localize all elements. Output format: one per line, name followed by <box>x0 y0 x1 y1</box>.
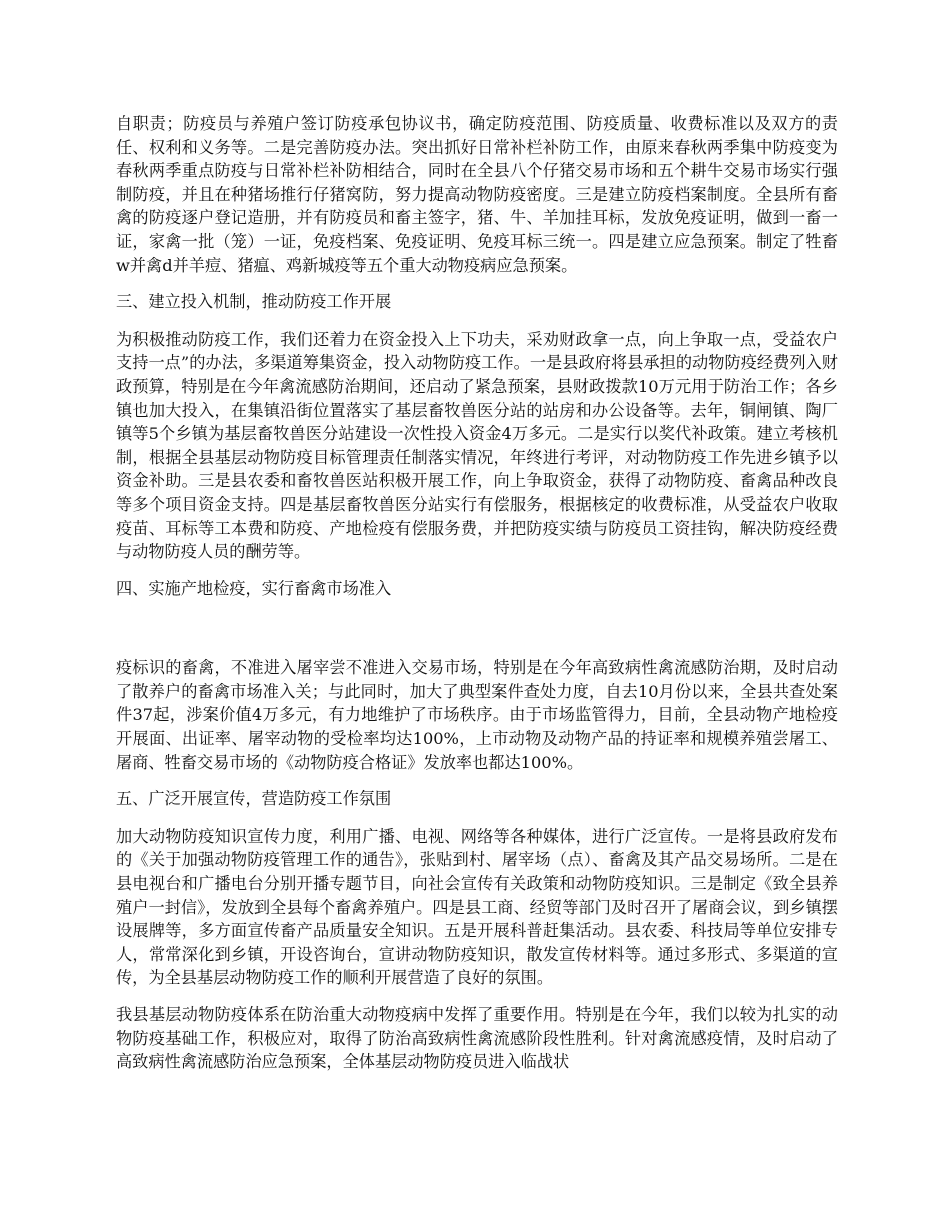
paragraph-market-access: 疫标识的畜禽，不准进入屠宰尝不准进入交易市场，特别是在今年高致病性禽流感防治期，及时启动了散养户的畜禽市场准入关；与此同时，加大了典型案件查处力度，自去10月份以来，全县共查处案件37起，涉案价值4万多元，有力地维护了市场秩序。由于市场监管得力，目前，全县动物产地检疫开展面、出证率、屠宰动物的受检率均达100%，上市动物及动物产品的持证率和规模养殖尝屠工、屠商、牲畜交易市场的《动物防疫合格证》发放率也都达100%。 <box>116 658 838 772</box>
paragraph-responsibilities: 自职责；防疫员与养殖户签订防疫承包协议书，确定防疫范围、防疫质量、收费标准以及双方的责任、权利和义务等。二是完善防疫办法。突出抓好日常补栏补防工作，由原来春秋两季集中防疫变为春秋两季重点防疫与日常补栏补防相结合，同时在全县八个仔猪交易市场和五个耕牛交易市场实行强制防疫，并且在种猪场推行仔猪窝防，努力提高动物防疫密度。三是建立防疫档案制度。全县所有畜禽的防疫逐户登记造册，并有防疫员和畜主签字，猪、牛、羊加挂耳标，发放免疫证明，做到一畜一证，家禽一批（笼）一证，免疫档案、免疫证明、免疫耳标三统一。四是建立应急预案。制定了牲畜w并禽d并羊痘、猪瘟、鸡新城疫等五个重大动物疫病应急预案。 <box>116 114 838 275</box>
section-heading-publicity: 五、广泛开展宣传，营造防疫工作氛围 <box>116 789 392 809</box>
blank-gap <box>116 614 838 656</box>
paragraph-investment: 为积极推动防疫工作，我们还着力在资金投入上下功夫，采劝财政拿一点，向上争取一点，受益农户支持一点”的办法，多渠道筹集资金，投入动物防疫工作。一是县政府将县承担的动物防疫经费列入财政预算，特别是在今年禽流感防治期间，还启动了紧急预案，县财政拨款10万元用于防治工作；各乡镇也加大投入，在集镇沿街位置落实了基层畜牧兽医分站的站房和办公设备等。去年，铜闸镇、陶厂镇等5个乡镇为基层畜牧兽医分站建设一次性投入资金4万多元。二是实行以奖代补政策。建立考核机制，根据全县基层动物防疫目标管理责任制落实情况，年终进行考评，对动物防疫工作先进乡镇予以资金补助。三是县农委和畜牧兽医站积极开展工作，向上争取资金，获得了动物防疫、畜禽品种改良等多个项目资金支持。四是基层畜牧兽医分站实行有偿服务，根据核定的收费标准，从受益农户收取疫苗、耳标等工本费和防疫、产地检疫有偿服务费，并把防疫实绩与防疫员工资挂钩，解决防疫经费与动物防疫人员的酬劳等。 <box>116 329 838 562</box>
section-heading-quarantine: 四、实施产地检疫，实行畜禽市场准入 <box>116 578 392 598</box>
paragraph-publicity: 加大动物防疫知识宣传力度，利用广播、电视、网络等各种媒体，进行广泛宣传。一是将县政府发布的《关于加强动物防疫管理工作的通告》，张贴到村、屠宰场（点）、畜禽及其产品交易场所。二是在县电视台和广播电台分别开播专题节目，向社会宣传有关政策和动物防疫知识。三是制定《致全县养殖户一封信》，发放到全县每个畜禽养殖户。四是县工商、经贸等部门及时召开了屠商会议，到乡镇摆设展牌等，多方面宣传畜产品质量安全知识。五是开展科普赶集活动。县农委、科技局等单位安排专人，常常深化到乡镇，开设咨询台，宣讲动物防疫知识，散发宣传材料等。通过多形式、多渠道的宣传，为全县基层动物防疫工作的顺利开展营造了良好的氛围。 <box>116 826 838 988</box>
document-body <box>116 112 838 1087</box>
section-heading-investment: 三、建立投入机制，推动防疫工作开展 <box>116 292 392 312</box>
paragraph-summary: 我县基层动物防疫体系在防治重大动物疫病中发挥了重要作用。特别是在今年，我们以较为扎实的动物防疫基础工作，积极应对，取得了防治高致病性禽流感阶段性胜利。针对禽流感疫情，及时启动了高致病性禽流感防治应急预案，全体基层动物防疫员进入临战状 <box>116 1005 838 1072</box>
